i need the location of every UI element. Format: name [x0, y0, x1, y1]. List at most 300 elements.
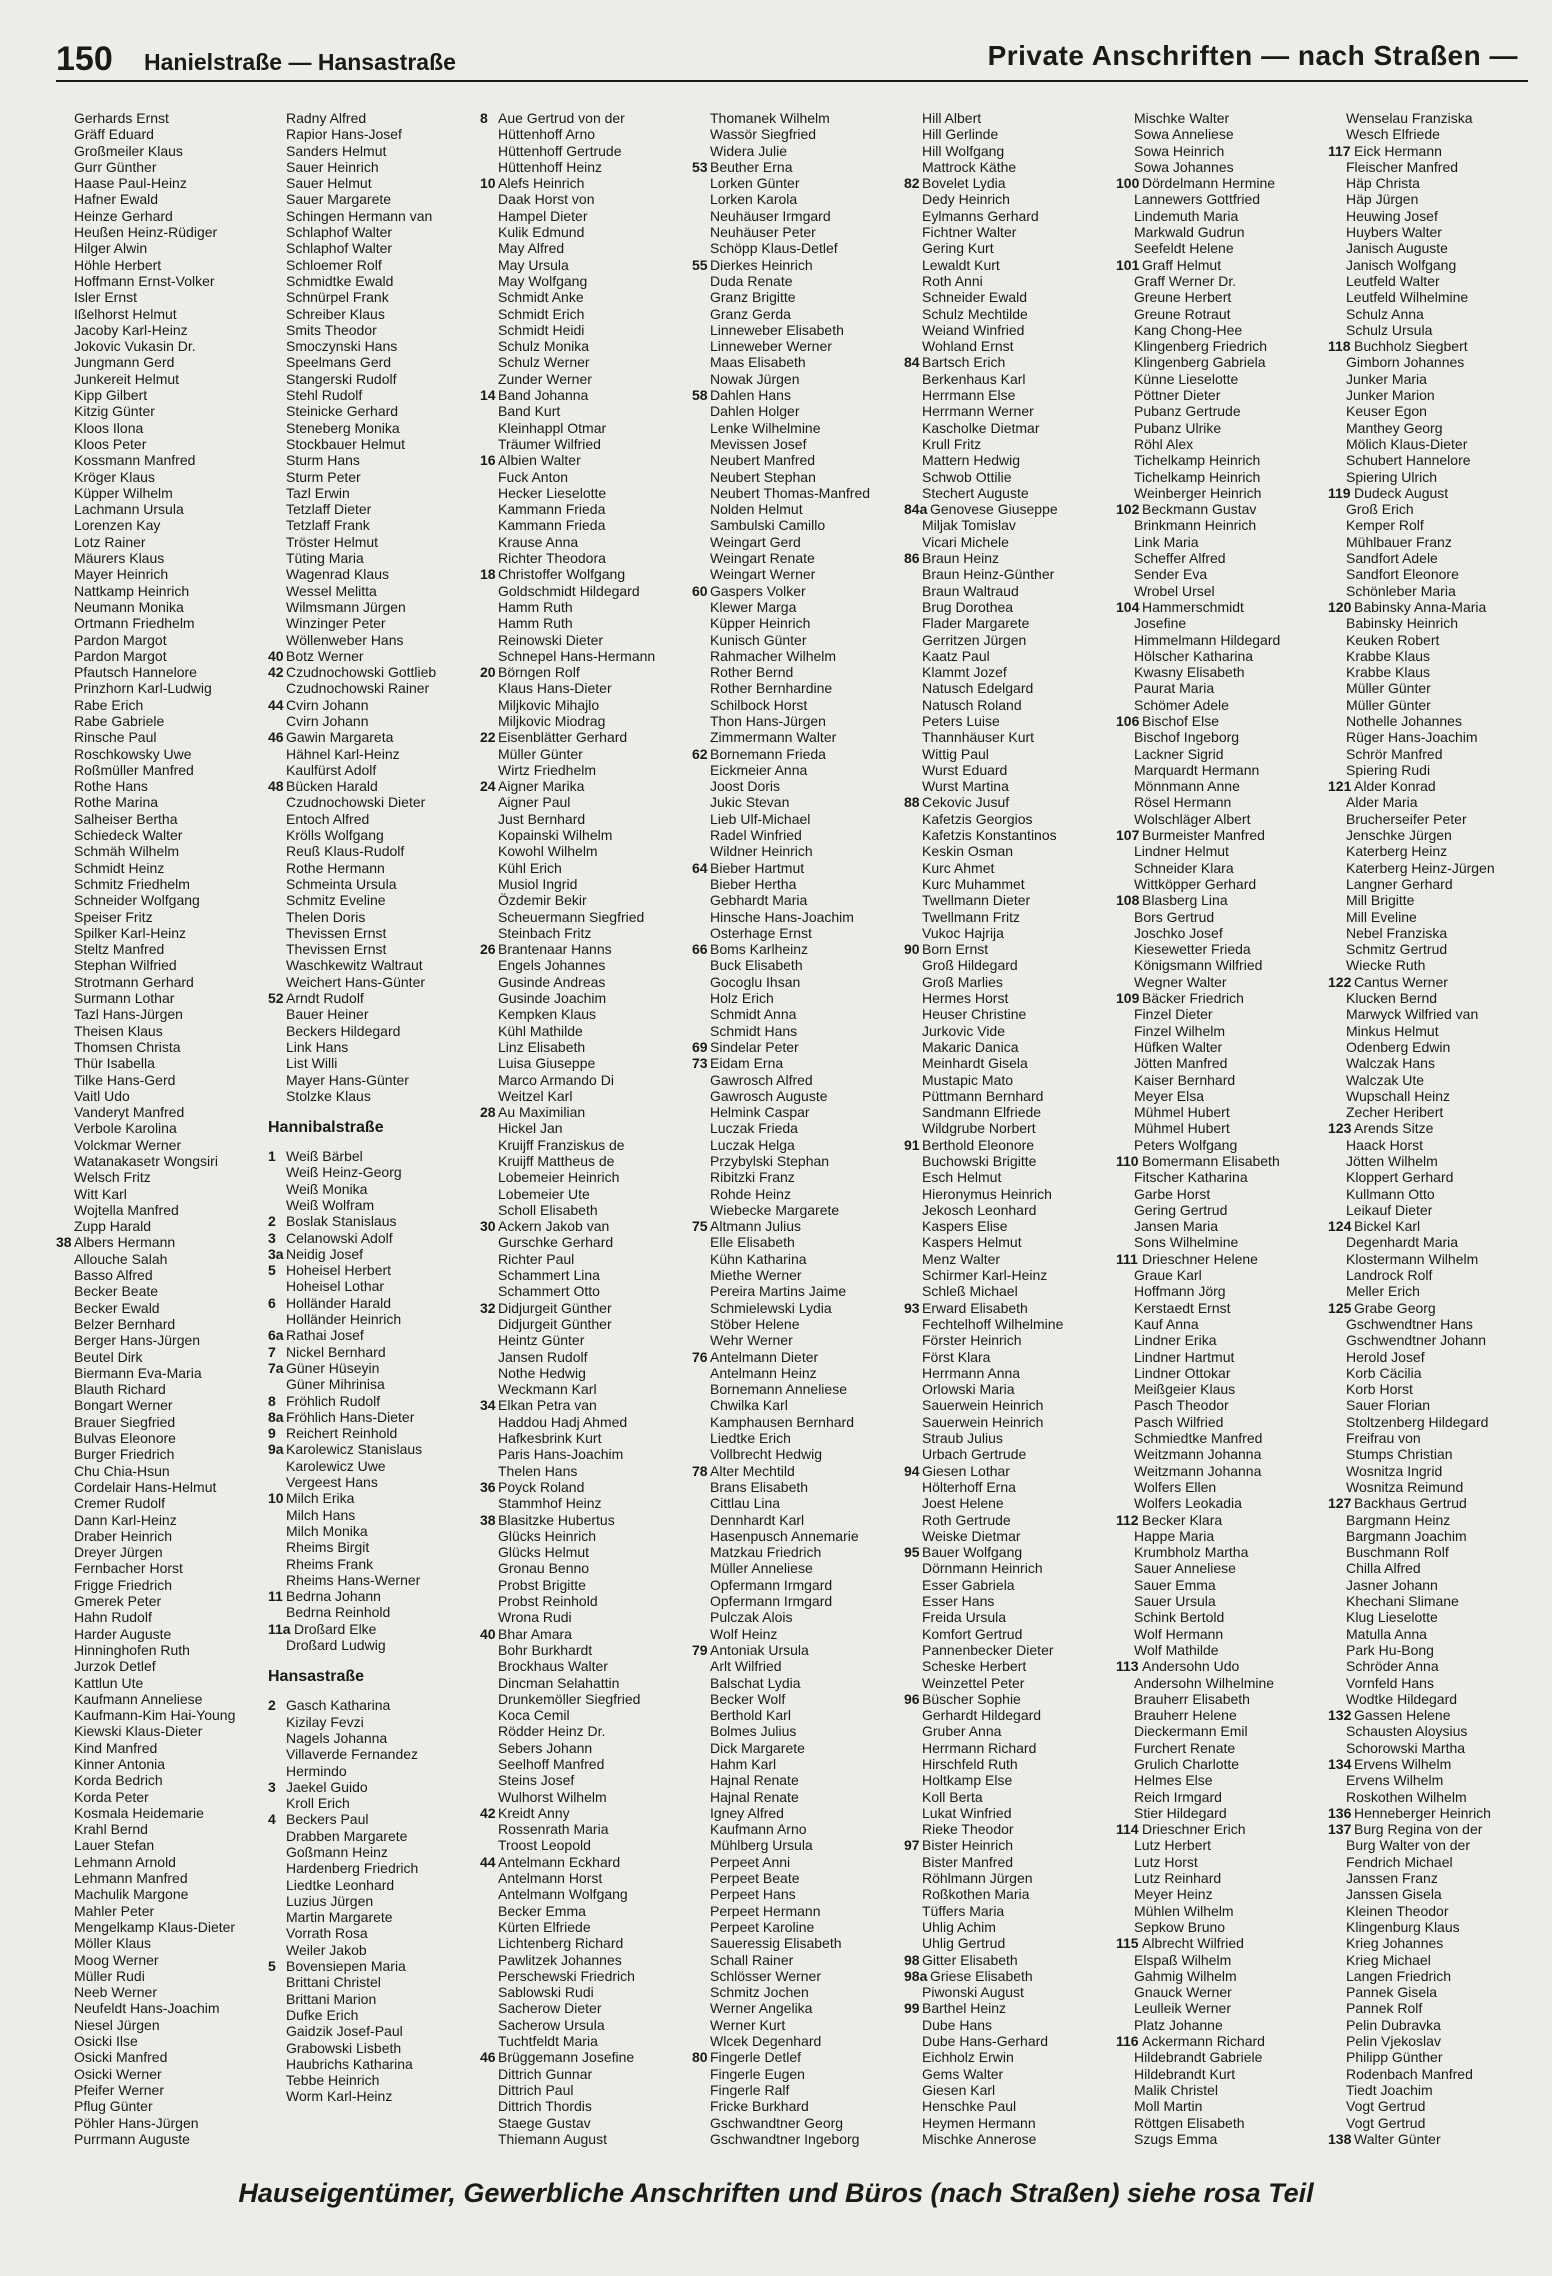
directory-entry — [56, 697, 268, 713]
directory-entry — [56, 1707, 268, 1723]
directory-entry — [1328, 566, 1540, 582]
house-number — [692, 1789, 710, 1805]
resident-name: Antelmann Eckhard — [498, 1853, 621, 1870]
house-number — [1328, 1723, 1346, 1739]
directory-entry — [1116, 1316, 1328, 1332]
directory-entry — [480, 1349, 692, 1365]
directory-entry — [1116, 1789, 1328, 1805]
house-number — [1328, 1740, 1346, 1756]
directory-entry — [1328, 1626, 1540, 1642]
directory-entry — [1328, 1414, 1540, 1430]
directory-entry — [1116, 1039, 1328, 1055]
resident-name: Wildner Heinrich — [710, 843, 813, 860]
resident-name: Uhlig Achim — [922, 1918, 996, 1935]
resident-name: Milch Monika — [286, 1522, 368, 1539]
resident-name: Hildebrandt Gabriele — [1134, 2049, 1263, 2066]
directory-entry — [56, 1365, 268, 1381]
directory-entry — [56, 1870, 268, 1886]
house-number — [268, 1877, 286, 1893]
house-number — [56, 925, 74, 941]
house-number — [480, 1463, 498, 1479]
house-number: 116 — [1116, 2033, 1139, 2050]
resident-name: Wosnitza Ingrid — [1346, 1462, 1443, 1479]
resident-name: Wolf Hermann — [1134, 1625, 1224, 1642]
resident-name: Burg Walter von der — [1346, 1837, 1470, 1854]
directory-entry — [56, 1658, 268, 1674]
house-number — [904, 1789, 922, 1805]
resident-name: Hecker Lieselotte — [498, 484, 607, 501]
house-number — [1328, 354, 1346, 370]
house-number — [1116, 306, 1134, 322]
resident-name: Mäurers Klaus — [74, 550, 165, 567]
house-number — [56, 762, 74, 778]
house-number — [1328, 2000, 1346, 2016]
resident-name: Sandfort Eleonore — [1346, 566, 1459, 583]
directory-entry — [692, 860, 904, 876]
directory-entry — [480, 191, 692, 207]
resident-name: Krause Anna — [498, 533, 579, 550]
directory-entry — [268, 1441, 480, 1457]
directory-entry — [480, 1381, 692, 1397]
directory-entry — [56, 1642, 268, 1658]
house-number: 107 — [1116, 827, 1140, 844]
resident-name: Jekosch Leonhard — [922, 1201, 1037, 1218]
resident-name: Sender Eva — [1134, 566, 1208, 583]
resident-name: Herold Josef — [1346, 1348, 1425, 1365]
house-number: 138 — [1328, 2130, 1352, 2147]
resident-name: May Wolfgang — [498, 272, 588, 289]
resident-name: Schulz Anna — [1346, 305, 1424, 322]
resident-name: Özdemir Bekir — [498, 892, 587, 909]
directory-entry — [268, 1860, 480, 1876]
resident-name: Alefs Heinrich — [498, 175, 585, 192]
directory-entry — [904, 1691, 1116, 1707]
resident-name: Steinicke Gerhard — [286, 403, 399, 420]
directory-entry — [692, 1023, 904, 1039]
house-number — [56, 208, 74, 224]
house-number — [904, 420, 922, 436]
house-number — [692, 1251, 710, 1267]
resident-name: Giesen Karl — [922, 2081, 996, 2098]
resident-name: Kullmann Otto — [1346, 1185, 1435, 1202]
house-number — [904, 664, 922, 680]
directory-entry — [480, 2115, 692, 2131]
resident-name: Wolf Heinz — [710, 1625, 778, 1642]
resident-name: Richter Paul — [498, 1250, 575, 1267]
directory-entry — [56, 1691, 268, 1707]
directory-entry — [904, 452, 1116, 468]
directory-entry — [1328, 1756, 1540, 1772]
directory-entry — [268, 257, 480, 273]
house-number — [904, 1740, 922, 1756]
house-number: 62 — [692, 745, 708, 762]
house-number — [1116, 697, 1134, 713]
house-number: 3a — [268, 1245, 284, 1262]
resident-name: Furchert Renate — [1134, 1739, 1236, 1756]
resident-name: Pöhler Hans-Jürgen — [74, 2114, 199, 2131]
house-number — [904, 778, 922, 794]
resident-name: Pardon Margot — [74, 647, 167, 664]
directory-entry — [480, 1886, 692, 1902]
house-number — [268, 143, 286, 159]
directory-entry — [268, 1779, 480, 1795]
house-number — [56, 1821, 74, 1837]
directory-entry — [268, 1523, 480, 1539]
directory-entry — [1116, 1251, 1328, 1267]
section-title: Private Anschriften — nach Straßen — — [987, 40, 1518, 71]
house-number — [1328, 680, 1346, 696]
directory-entry — [1328, 159, 1540, 175]
directory-entry — [56, 892, 268, 908]
house-number — [1328, 729, 1346, 745]
resident-name: Gusinde Andreas — [498, 973, 606, 990]
resident-name: Dedy Heinrich — [922, 191, 1010, 208]
resident-name: Brauer Siegfried — [74, 1413, 176, 1430]
directory-entry — [480, 648, 692, 664]
directory-entry — [1328, 632, 1540, 648]
directory-entry — [480, 517, 692, 533]
house-number: 108 — [1116, 892, 1140, 909]
house-number — [1116, 289, 1134, 305]
house-number — [692, 2115, 710, 2131]
directory-entry — [904, 1169, 1116, 1185]
directory-entry — [56, 1430, 268, 1446]
resident-name: Wirtz Friedhelm — [498, 761, 597, 778]
house-number: 119 — [1328, 484, 1351, 501]
directory-entry — [268, 1474, 480, 1490]
directory-entry — [1328, 1789, 1540, 1805]
house-number — [692, 811, 710, 827]
house-number — [56, 1984, 74, 2000]
directory-entry — [1116, 925, 1328, 941]
resident-name: Schink Bertold — [1134, 1609, 1225, 1626]
resident-name: Theisen Klaus — [74, 1022, 163, 1039]
house-number: 48 — [268, 778, 284, 795]
house-number — [1328, 1870, 1346, 1886]
directory-entry — [268, 1746, 480, 1762]
directory-entry — [904, 909, 1116, 925]
house-number — [692, 1821, 710, 1837]
resident-name: Heuser Christine — [922, 1006, 1027, 1023]
directory-entry — [692, 1300, 904, 1316]
house-number — [480, 1202, 498, 1218]
house-number — [56, 2017, 74, 2033]
directory-entry — [904, 387, 1116, 403]
house-number — [56, 632, 74, 648]
directory-entry — [692, 909, 904, 925]
house-number — [268, 1088, 286, 1104]
house-number — [480, 1153, 498, 1169]
house-number — [480, 1837, 498, 1853]
resident-name: Schnepel Hans-Hermann — [498, 647, 656, 664]
house-number — [480, 1952, 498, 1968]
resident-name: Rinsche Paul — [74, 729, 157, 746]
house-number — [904, 2049, 922, 2065]
resident-name: Welsch Fritz — [74, 1169, 151, 1186]
directory-entry — [480, 1968, 692, 1984]
house-number — [268, 534, 286, 550]
resident-name: Fendrich Michael — [1346, 1853, 1453, 1870]
directory-entry — [268, 811, 480, 827]
directory-entry — [56, 485, 268, 501]
directory-entry — [480, 2066, 692, 2082]
directory-entry — [904, 1479, 1116, 1495]
resident-name: Großmeiler Klaus — [74, 142, 183, 159]
directory-entry — [1328, 1577, 1540, 1593]
directory-entry — [1328, 1446, 1540, 1462]
resident-name: Rösel Hermann — [1134, 794, 1232, 811]
directory-entry — [904, 2098, 1116, 2114]
directory-entry — [692, 1740, 904, 1756]
directory-entry — [1116, 1023, 1328, 1039]
directory-entry — [692, 1120, 904, 1136]
resident-name: Linz Elisabeth — [498, 1038, 586, 1055]
directory-entry — [268, 1714, 480, 1730]
directory-entry — [1116, 909, 1328, 925]
resident-name: Weitzmann Johanna — [1134, 1462, 1262, 1479]
resident-name: Manthey Georg — [1346, 419, 1443, 436]
directory-entry — [480, 1626, 692, 1642]
resident-name: Stier Hildegard — [1134, 1804, 1227, 1821]
resident-name: Lannewers Gottfried — [1134, 191, 1261, 208]
directory-entry — [1328, 143, 1540, 159]
directory-entry — [904, 1006, 1116, 1022]
house-number — [1328, 420, 1346, 436]
resident-name: Heuwing Josef — [1346, 207, 1438, 224]
resident-name: Klammt Jozef — [922, 664, 1007, 681]
resident-name: Fricke Burkhard — [710, 2098, 809, 2115]
directory-entry — [268, 697, 480, 713]
resident-name: Uhlig Gertrud — [922, 1935, 1006, 1952]
house-number — [1116, 2098, 1134, 2114]
directory-entry — [692, 1691, 904, 1707]
house-number — [480, 371, 498, 387]
directory-entry — [480, 1316, 692, 1332]
directory-entry — [904, 1381, 1116, 1397]
directory-entry — [56, 387, 268, 403]
house-number — [904, 1055, 922, 1071]
directory-entry — [904, 469, 1116, 485]
house-number — [692, 566, 710, 582]
directory-entry — [904, 517, 1116, 533]
directory-entry — [904, 680, 1116, 696]
directory-entry — [692, 1039, 904, 1055]
house-number: 100 — [1116, 175, 1140, 192]
house-number — [480, 2066, 498, 2082]
resident-name: Pannenbecker Dieter — [922, 1641, 1054, 1658]
house-number — [480, 1756, 498, 1772]
house-number — [480, 1560, 498, 1576]
resident-name: Probst Brigitte — [498, 1576, 586, 1593]
directory-entry — [56, 1609, 268, 1625]
directory-entry — [1116, 469, 1328, 485]
resident-name: Lindemuth Maria — [1134, 207, 1239, 224]
directory-entry — [904, 1675, 1116, 1691]
resident-name: Weinzettel Peter — [922, 1674, 1025, 1691]
resident-name: Pasch Wilfried — [1134, 1413, 1224, 1430]
directory-entry — [268, 534, 480, 550]
house-number — [692, 1267, 710, 1283]
house-number — [56, 257, 74, 273]
directory-entry — [692, 1072, 904, 1088]
resident-name: Wurst Martina — [922, 778, 1009, 795]
house-number — [56, 892, 74, 908]
directory-entry — [268, 1230, 480, 1246]
resident-name: Lutz Horst — [1134, 1853, 1198, 1870]
directory-entry — [480, 729, 692, 745]
house-number — [56, 2033, 74, 2049]
house-number — [480, 143, 498, 159]
resident-name: Lorken Günter — [710, 175, 800, 192]
house-number — [56, 1055, 74, 1071]
directory-entry — [692, 110, 904, 126]
resident-name: Widera Julie — [710, 142, 788, 159]
directory-entry — [268, 485, 480, 501]
resident-name: Müller Günter — [498, 745, 583, 762]
house-number — [1116, 322, 1134, 338]
resident-name: Mengelkamp Klaus-Dieter — [74, 1918, 236, 1935]
resident-name: Hölterhoff Erna — [922, 1478, 1016, 1495]
resident-name: Walter Günter — [1354, 2130, 1441, 2147]
directory-entry — [692, 713, 904, 729]
resident-name: Mustapic Mato — [922, 1071, 1014, 1088]
house-number — [56, 1772, 74, 1788]
directory-entry — [904, 1072, 1116, 1088]
house-number — [1116, 843, 1134, 859]
house-number — [268, 1039, 286, 1055]
resident-name: Hafkesbrink Kurt — [498, 1430, 602, 1447]
house-number: 122 — [1328, 973, 1352, 990]
directory-entry — [1116, 159, 1328, 175]
directory-entry — [1328, 811, 1540, 827]
directory-entry — [480, 1446, 692, 1462]
house-number — [480, 680, 498, 696]
house-number — [692, 1886, 710, 1902]
house-number: 5 — [268, 1958, 276, 1975]
house-number: 8 — [268, 1392, 276, 1409]
house-number — [1116, 1169, 1134, 1185]
directory-entry — [692, 436, 904, 452]
directory-entry — [1116, 1120, 1328, 1136]
house-number — [268, 354, 286, 370]
resident-name: Antelmann Wolfgang — [498, 1886, 628, 1903]
directory-entry — [480, 1088, 692, 1104]
directory-entry — [480, 110, 692, 126]
house-number — [1328, 1903, 1346, 1919]
resident-name: Degenhardt Maria — [1346, 1234, 1459, 1251]
directory-entry — [904, 827, 1116, 843]
house-number — [268, 452, 286, 468]
directory-entry — [480, 289, 692, 305]
resident-name: Groß Marlies — [922, 973, 1003, 990]
resident-name: Thevissen Ernst — [286, 941, 387, 958]
resident-name: Jaekel Guido — [286, 1778, 368, 1795]
house-number — [268, 224, 286, 240]
house-number — [1328, 1414, 1346, 1430]
resident-name: Müller Günter — [1346, 680, 1431, 697]
house-number — [692, 1088, 710, 1104]
resident-name: Meyer Heinz — [1134, 1886, 1213, 1903]
resident-name: Fingerle Ralf — [710, 2081, 790, 2098]
house-number — [1328, 1560, 1346, 1576]
resident-name: Pfautsch Hannelore — [74, 664, 197, 681]
house-number — [56, 1316, 74, 1332]
directory-entry — [56, 224, 268, 240]
directory-entry — [692, 1626, 904, 1642]
house-number — [904, 697, 922, 713]
resident-name: Bedrna Johann — [286, 1588, 381, 1605]
resident-name: Becker Wolf — [710, 1690, 786, 1707]
resident-name: Blasitzke Hubertus — [498, 1511, 615, 1528]
directory-entry — [56, 1023, 268, 1039]
resident-name: Bornemann Frieda — [710, 745, 826, 762]
resident-name: Hilger Alwin — [74, 240, 148, 257]
directory-entry — [56, 452, 268, 468]
resident-name: Mahler Peter — [74, 1902, 155, 1919]
directory-entry — [692, 469, 904, 485]
house-number: 112 — [1116, 1511, 1139, 1528]
house-number — [480, 1120, 498, 1136]
resident-name: Mattern Hedwig — [922, 452, 1021, 469]
directory-entry — [480, 1137, 692, 1153]
house-number — [692, 1234, 710, 1250]
resident-name: Tüffers Maria — [922, 1902, 1005, 1919]
resident-name: Volckmar Werner — [74, 1136, 182, 1153]
house-number — [1116, 240, 1134, 256]
directory-entry — [1116, 420, 1328, 436]
directory-entry — [268, 338, 480, 354]
house-number — [480, 2082, 498, 2098]
house-number — [56, 1626, 74, 1642]
resident-name: Erward Elisabeth — [922, 1299, 1028, 1316]
house-number — [1116, 1903, 1134, 1919]
house-number — [1328, 240, 1346, 256]
resident-name: Wildgrube Norbert — [922, 1120, 1036, 1137]
directory-entry — [904, 1658, 1116, 1674]
resident-name: Kühn Katharina — [710, 1250, 807, 1267]
resident-name: Klewer Marga — [710, 598, 797, 615]
directory-entry — [1328, 1512, 1540, 1528]
directory-entry — [268, 746, 480, 762]
resident-name: Freida Ursula — [922, 1609, 1007, 1626]
resident-name: Pawlitzek Johannes — [498, 1951, 622, 1968]
directory-entry — [904, 175, 1116, 191]
directory-entry — [268, 1072, 480, 1088]
directory-entry — [480, 1528, 692, 1544]
house-number — [268, 338, 286, 354]
house-number — [1328, 1430, 1346, 1446]
resident-name: Kitzig Günter — [74, 403, 155, 420]
directory-entry — [480, 240, 692, 256]
resident-name: Bücken Harald — [286, 778, 378, 795]
resident-name: Graue Karl — [1134, 1267, 1202, 1284]
house-number — [1328, 2049, 1346, 2065]
resident-name: Hinninghofen Ruth — [74, 1641, 190, 1658]
house-number — [56, 436, 74, 452]
resident-name: Gerhards Ernst — [74, 110, 169, 126]
resident-name: Burg Regina von der — [1354, 1821, 1483, 1838]
resident-name: Schmidt Anke — [498, 289, 584, 306]
resident-name: Urbach Gertrude — [922, 1446, 1027, 1463]
directory-entry — [692, 452, 904, 468]
directory-entry — [268, 322, 480, 338]
resident-name: Rodenbach Manfred — [1346, 2065, 1473, 2082]
resident-name: Rapior Hans-Josef — [286, 126, 402, 143]
house-number — [480, 1283, 498, 1299]
directory-entry — [268, 436, 480, 452]
resident-name: Schmidtke Ewald — [286, 272, 394, 289]
directory-entry — [1328, 240, 1540, 256]
